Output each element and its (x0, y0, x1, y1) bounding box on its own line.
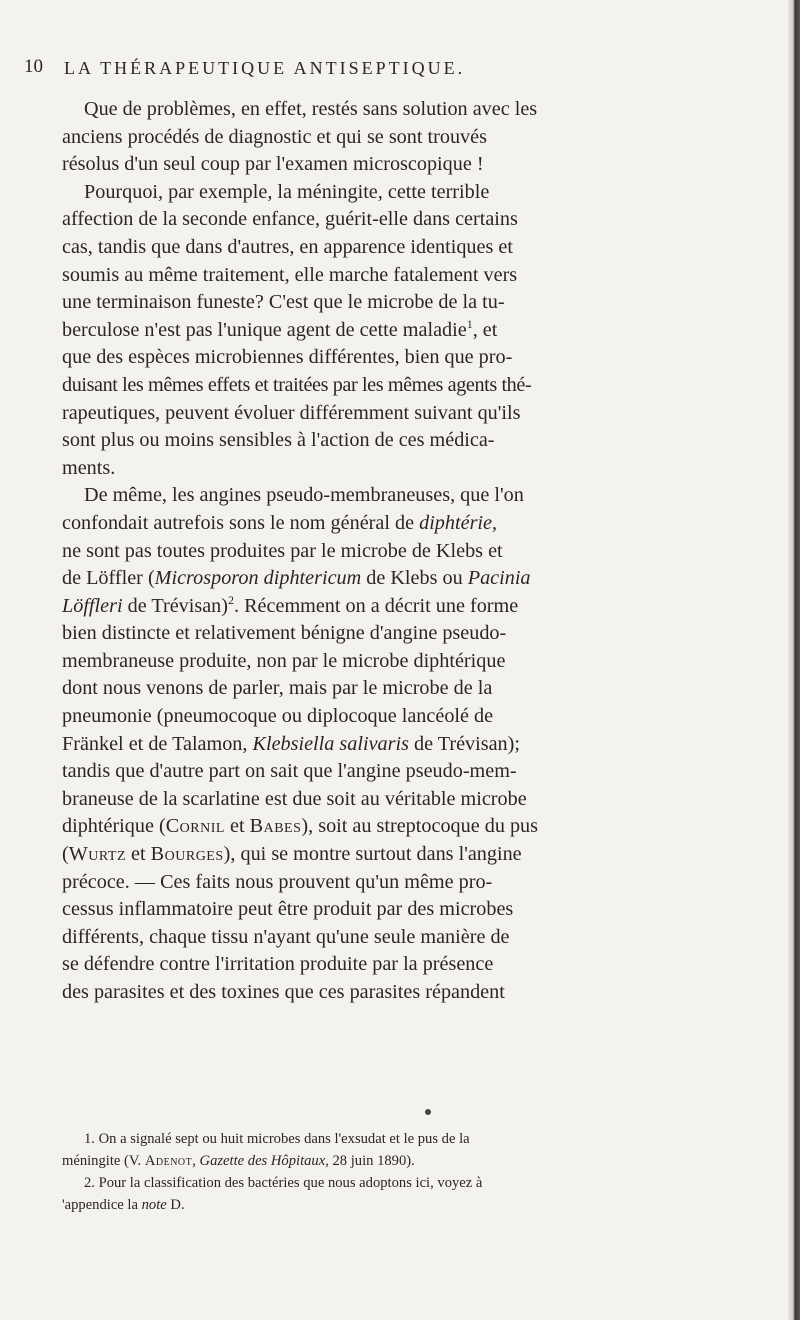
text-line (62, 869, 768, 897)
text-fragment: ), qui se montre surtout dans l'angine (223, 843, 522, 866)
text-line (62, 179, 768, 207)
text-span: différents, chaque tissu n'ayant qu'une seule manière de (62, 925, 510, 948)
text-span: braneuse de la scarlatine est due soit au véritable microbe (62, 787, 527, 810)
text-line (62, 896, 768, 924)
text-span: duisant les mêmes effets et traitées par les mêmes agents thé- (62, 373, 532, 396)
text-span: précoce. — Ces faits nous prouvent qu'un même pro- (62, 870, 493, 893)
italic-term: Klebsiella salivaris (252, 732, 409, 755)
text-span (62, 1194, 185, 1216)
text-fragment: , 28 juin 1890). (325, 1153, 415, 1169)
text-span: rapeutiques, peuvent évoluer différemment suivant qu'ils (62, 401, 521, 424)
text-line (62, 565, 768, 593)
text-line (62, 648, 768, 676)
footnote-ref: 1 (466, 316, 473, 331)
text-line (62, 813, 768, 841)
text-fragment: ), soit au streptocoque du pus (301, 815, 539, 838)
text-fragment: , (192, 1153, 200, 1169)
running-title: LA THÉRAPEUTIQUE ANTISEPTIQUE. (64, 58, 466, 78)
text-line (62, 786, 768, 814)
text-span: affection de la seconde enfance, guérit-elle dans certains (62, 208, 518, 231)
text-span: soumis au même traitement, elle marche fatalement vers (62, 263, 518, 286)
separator-dot (425, 1109, 431, 1115)
text-span (62, 593, 518, 621)
author-name: Adenot (144, 1153, 193, 1169)
text-line (62, 289, 768, 317)
italic-term: Löffleri (62, 594, 123, 617)
text-fragment: berculose n'est pas l'unique agent de cette maladie (62, 318, 467, 341)
text-line (62, 924, 768, 952)
text-span: 1. On a signalé sept ou huit microbes dans l'exsudat et le pus de la (84, 1131, 470, 1147)
text-line (62, 372, 768, 400)
footnote-ref: 2 (228, 592, 234, 607)
text-fragment: méningite (V. (62, 1153, 145, 1169)
text-span: cas, tandis que dans d'autres, en apparence identiques et (62, 235, 513, 258)
author-name: Cornil (165, 815, 225, 838)
text-span: cessus inflammatoire peut être produit par des microbes (62, 898, 514, 921)
text-span: dont nous venons de parler, mais par le microbe de la (62, 677, 493, 700)
text-line (62, 510, 768, 538)
text-span: une terminaison funeste? C'est que le microbe de la tu- (62, 291, 505, 314)
text-line (62, 344, 768, 372)
text-fragment: de Trévisan) (122, 594, 228, 617)
page-edge-shadow (788, 0, 800, 1320)
text-line (62, 538, 768, 566)
text-line (62, 593, 768, 621)
text-span: tandis que d'autre part on sait que l'angine pseudo-mem- (62, 760, 517, 783)
text-span (62, 1150, 415, 1172)
text-span: pneumonie (pneumocoque ou diplocoque lancéolé de (62, 705, 494, 728)
text-line (62, 427, 768, 455)
text-span: membraneuse produite, non par le microbe diphtérique (62, 649, 506, 672)
text-line (62, 979, 768, 1007)
text-span: Que de problèmes, en effet, restés sans solution avec les (84, 98, 538, 120)
page-header (24, 56, 764, 86)
footnote-line (62, 1150, 768, 1172)
text-fragment: de Klebs ou (361, 567, 468, 590)
text-span (62, 813, 538, 841)
text-line (62, 317, 768, 345)
journal-title: Gazette des Hôpitaux (199, 1153, 326, 1169)
text-span (62, 510, 497, 538)
text-line (62, 400, 768, 428)
text-line (62, 731, 768, 759)
author-name: Wurtz (68, 843, 126, 866)
body-text (62, 96, 768, 1007)
text-span: 2. Pour la classification des bactéries que nous adoptons ici, voyez à (84, 1175, 483, 1191)
text-fragment: et (224, 815, 250, 838)
text-span: De même, les angines pseudo-membraneuses, que l'on (84, 484, 524, 507)
author-name: Babes (249, 815, 302, 838)
footnote-line (62, 1128, 768, 1150)
text-line (62, 675, 768, 703)
text-line (62, 151, 768, 179)
text-fragment: Fränkel et de Talamon, (62, 732, 253, 755)
text-fragment: 'appendice la (62, 1197, 142, 1213)
text-line (62, 455, 768, 483)
text-line (62, 124, 768, 152)
text-fragment: . Récemment on a décrit une forme (234, 594, 519, 617)
text-span (62, 565, 531, 593)
text-fragment: diphtérique ( (62, 815, 166, 838)
text-span: Pourquoi, par exemple, la méningite, cette terrible (84, 180, 490, 203)
text-fragment: D. (166, 1197, 185, 1213)
text-span: anciens procédés de diagnostic et qui se sont trouvés (62, 125, 487, 148)
text-line (62, 482, 768, 510)
author-name: Bourges (150, 843, 224, 866)
footnote-line (62, 1194, 768, 1216)
text-span: sont plus ou moins sensibles à l'action de ces médica- (62, 429, 495, 452)
italic-term: Microsporon diphtericum (154, 567, 362, 590)
text-span (62, 841, 522, 869)
italic-term: note (141, 1197, 167, 1213)
text-fragment: confondait autrefois sons le nom général de (62, 511, 420, 534)
footnote-line (62, 1172, 768, 1194)
text-fragment: et (126, 843, 151, 866)
text-span: que des espèces microbiennes différentes, bien que pro- (62, 346, 513, 369)
text-line (62, 234, 768, 262)
text-line (62, 758, 768, 786)
text-span: se défendre contre l'irritation produite par la présence (62, 953, 494, 976)
text-line (62, 96, 768, 124)
text-span: ne sont pas toutes produites par le microbe de Klebs et (62, 539, 503, 562)
text-span (62, 317, 497, 345)
text-line (62, 262, 768, 290)
text-span: des parasites et des toxines que ces parasites répandent (62, 981, 505, 1003)
page-number: 10 (24, 56, 43, 77)
text-fragment: de Trévisan); (408, 732, 520, 755)
text-span: résolus d'un seul coup par l'examen microscopique ! (62, 153, 484, 176)
text-span (62, 731, 520, 759)
italic-term: diphtérie, (419, 511, 498, 534)
text-line (62, 951, 768, 979)
text-line (62, 703, 768, 731)
text-span: ments. (62, 456, 116, 479)
text-fragment: ( (62, 843, 69, 866)
text-line (62, 841, 768, 869)
text-line (62, 206, 768, 234)
text-line (62, 620, 768, 648)
text-fragment: , et (472, 318, 498, 341)
footnotes (62, 1128, 768, 1216)
italic-term: Pacinia (467, 567, 531, 590)
text-fragment: de Löffler ( (62, 567, 155, 590)
text-span: bien distincte et relativement bénigne d'angine pseudo- (62, 622, 507, 645)
